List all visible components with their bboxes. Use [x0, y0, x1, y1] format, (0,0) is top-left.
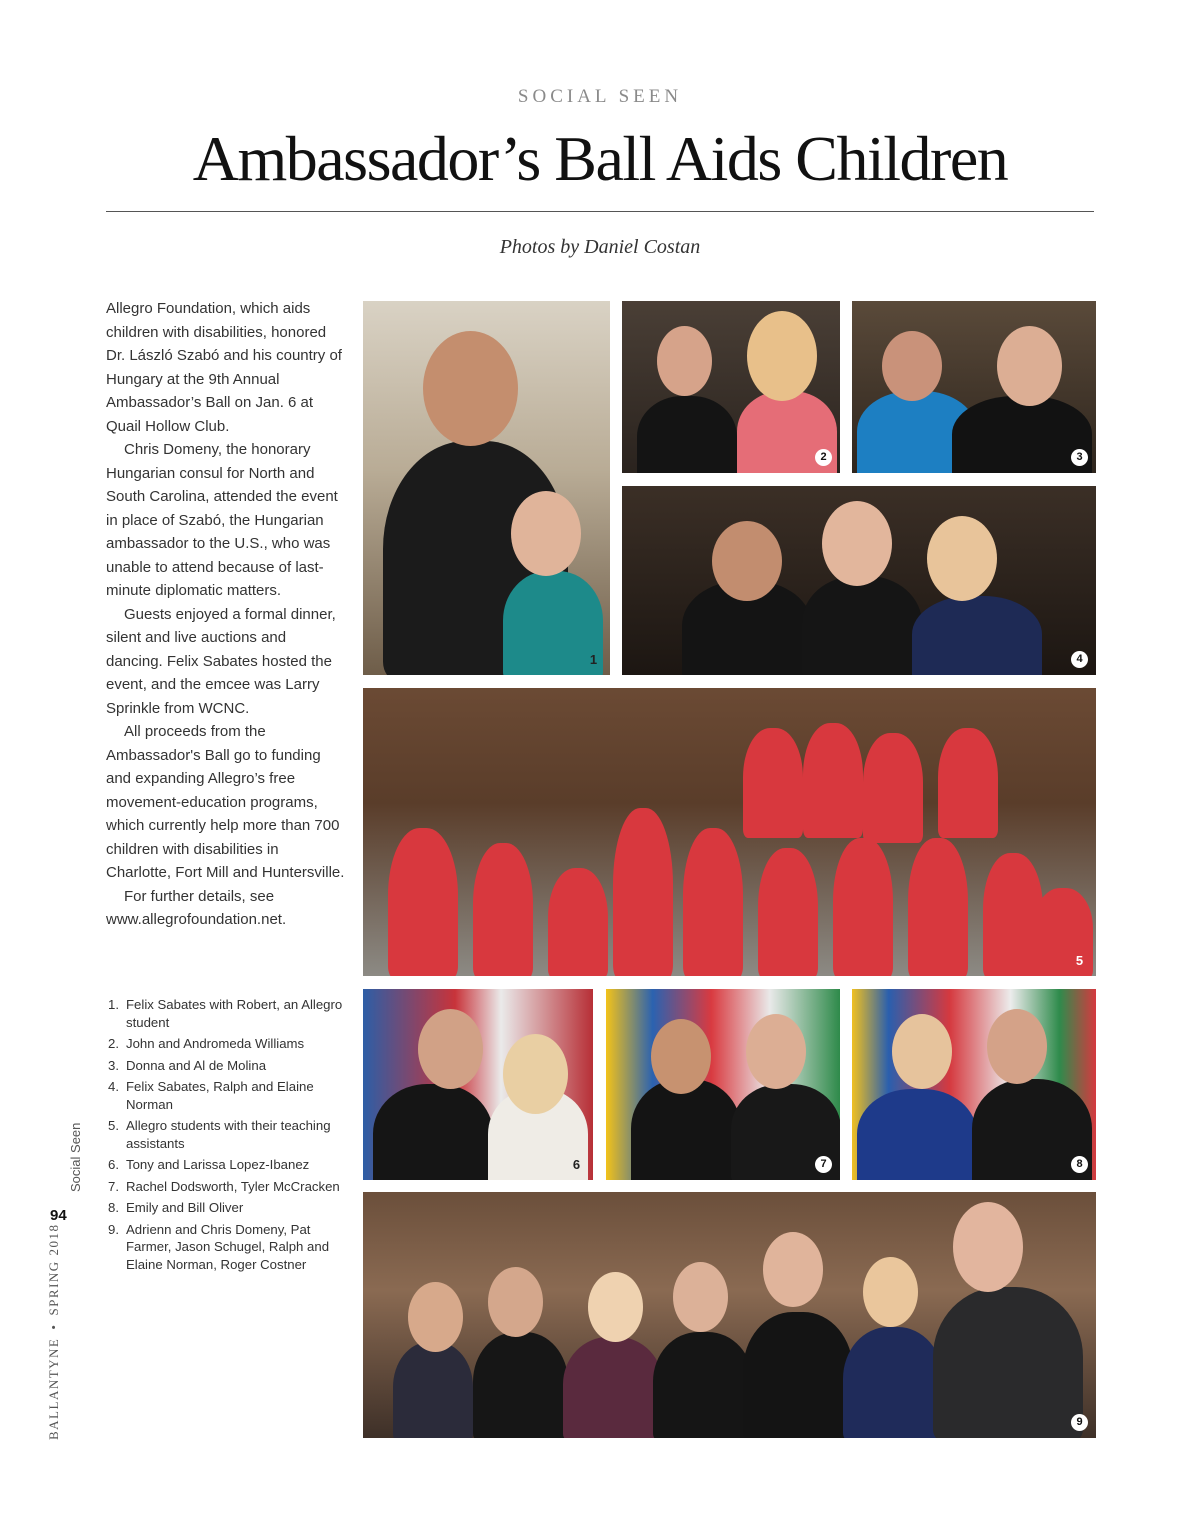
caption-item — [108, 996, 348, 1031]
figure-silhouette — [843, 1327, 943, 1438]
caption-item — [108, 1078, 348, 1113]
photo-7 — [606, 989, 840, 1180]
caption-text: Felix Sabates with Robert, an Allegro student — [126, 997, 343, 1030]
caption-text: Donna and Al de Molina — [126, 1057, 267, 1073]
folio-separator: • — [46, 1323, 61, 1330]
caption-number: 7. — [108, 1178, 119, 1194]
caption-number: 3. — [108, 1057, 119, 1073]
figure-head — [892, 1014, 952, 1089]
figure-silhouette — [857, 1089, 977, 1180]
caption-text: Rachel Dodsworth, Tyler McCracken — [126, 1178, 340, 1194]
figure-silhouette — [863, 733, 923, 843]
figure-head — [953, 1202, 1023, 1292]
figure-head — [763, 1232, 823, 1307]
figure-silhouette — [388, 828, 458, 976]
figure-head — [822, 501, 892, 586]
figure-head — [511, 491, 581, 576]
figure-silhouette — [758, 848, 818, 976]
photo-number-badge: 1 — [589, 652, 598, 667]
figure-head — [673, 1262, 728, 1332]
photo-credit: Photos by Daniel Costan — [499, 236, 701, 258]
section-folio: Social Seen — [68, 1122, 83, 1192]
figure-head — [882, 331, 942, 401]
figure-head — [503, 1034, 568, 1114]
figure-silhouette — [373, 1084, 493, 1180]
figure-head — [588, 1272, 643, 1342]
photo-number-badge: 7 — [815, 1156, 832, 1173]
caption-item — [108, 1057, 348, 1075]
figure-silhouette — [548, 868, 608, 976]
paragraph: Guests enjoyed a formal dinner, silent and live auctions and dancing. Felix Sabates hosted the event, and the emcee was Larry Sprinkle from WCNC. — [106, 605, 336, 717]
issue-date: SPRING 2018 — [46, 1223, 61, 1316]
figure-silhouette — [743, 728, 803, 838]
magazine-name: BALLANTYNE — [46, 1337, 61, 1440]
caption-item — [108, 1178, 348, 1196]
figure-silhouette — [833, 838, 893, 976]
caption-number: 5. — [108, 1118, 119, 1133]
photo-1 — [363, 301, 610, 675]
photo-5 — [363, 688, 1096, 976]
photo-number-badge: 8 — [1071, 1156, 1088, 1173]
figure-head — [712, 521, 782, 601]
caption-text: Emily and Bill Oliver — [126, 1200, 244, 1215]
photo-number-badge: 5 — [1075, 953, 1084, 968]
caption-number: 9. — [108, 1221, 119, 1237]
section-kicker: SOCIAL SEEN — [517, 86, 683, 107]
photo-number-badge: 9 — [1071, 1414, 1088, 1431]
paragraph: Chris Domeny, the honorary Hungarian consul for North and South Carolina, attended the event in place of Szabó, the Hungarian ambassador to the U.S., who was unable to attend because of last-minute diplomatic matters. — [106, 441, 338, 599]
figure-silhouette — [683, 828, 743, 976]
figure-silhouette — [802, 576, 922, 675]
figure-silhouette — [912, 596, 1042, 675]
page-number: 94 — [50, 1207, 67, 1224]
caption-number: 8. — [108, 1200, 119, 1215]
figure-head — [987, 1009, 1047, 1084]
figure-head — [997, 326, 1062, 406]
figure-head — [746, 1014, 806, 1089]
caption-item — [108, 1199, 348, 1217]
figure-silhouette — [743, 1312, 853, 1438]
caption-text: Allegro students with their teaching assistants — [126, 1118, 331, 1151]
photo-number-badge: 6 — [572, 1157, 581, 1172]
photo-2 — [622, 301, 840, 473]
photo-number-badge: 3 — [1071, 449, 1088, 466]
title-rule — [106, 211, 1094, 212]
photo-4 — [622, 486, 1096, 675]
photo-8 — [852, 989, 1096, 1180]
paragraph: All proceeds from the Ambassador's Ball go to funding and expanding Allegro’s free movement-education programs, which currently help more than 700 children with disabilities in Charlotte, Fort Mill and Huntersville. — [106, 723, 345, 881]
figure-silhouette — [473, 843, 533, 976]
caption-item — [108, 1035, 348, 1053]
caption-text: Adrienn and Chris Domeny, Pat Farmer, Jason Schugel, Ralph and Elaine Norman, Roger Costner — [126, 1221, 330, 1272]
figure-silhouette — [613, 808, 673, 976]
caption-item — [108, 1156, 348, 1174]
caption-item — [108, 1221, 348, 1274]
figure-silhouette — [637, 396, 737, 473]
caption-number: 2. — [108, 1036, 119, 1051]
figure-silhouette — [393, 1342, 473, 1438]
figure-silhouette — [938, 728, 998, 838]
figure-head — [488, 1267, 543, 1337]
photo-3 — [852, 301, 1096, 473]
figure-silhouette — [653, 1332, 753, 1438]
caption-number: 1. — [108, 997, 119, 1012]
figure-head — [408, 1282, 463, 1352]
figure-head — [651, 1019, 711, 1094]
paragraph: For further details, see www.allegrofoundation.net. — [106, 887, 287, 928]
figure-silhouette — [473, 1332, 568, 1438]
photo-9 — [363, 1192, 1096, 1438]
caption-item — [108, 1117, 348, 1152]
photo-number-badge: 4 — [1071, 651, 1088, 668]
figure-head — [657, 326, 712, 396]
figure-head — [747, 311, 817, 401]
caption-text: John and Andromeda Williams — [126, 1036, 305, 1051]
figure-silhouette — [803, 723, 863, 838]
figure-head — [863, 1257, 918, 1327]
figure-silhouette — [563, 1337, 663, 1438]
article-title: Ambassador’s Ball Aids Children — [192, 123, 1008, 194]
article-body — [106, 297, 346, 932]
figure-head — [927, 516, 997, 601]
figure-head — [418, 1009, 483, 1089]
photo-6 — [363, 989, 593, 1180]
caption-text: Tony and Larissa Lopez-Ibanez — [126, 1157, 310, 1172]
photo-number-badge: 2 — [815, 449, 832, 466]
figure-head — [423, 331, 518, 446]
photo-captions — [108, 996, 348, 1277]
caption-number: 4. — [108, 1079, 119, 1094]
figure-silhouette — [631, 1079, 741, 1180]
magazine-folio — [46, 1224, 62, 1440]
paragraph: Allegro Foundation, which aids children with disabilities, honored Dr. László Szabó and his country of Hungary at the 9th Annual Ambassador’s Ball on Jan. 6 at Quail Hollow Club. — [106, 300, 342, 435]
figure-silhouette — [908, 838, 968, 976]
caption-number: 6. — [108, 1157, 119, 1172]
caption-text: Felix Sabates, Ralph and Elaine Norman — [126, 1079, 314, 1112]
figure-silhouette — [933, 1287, 1083, 1438]
